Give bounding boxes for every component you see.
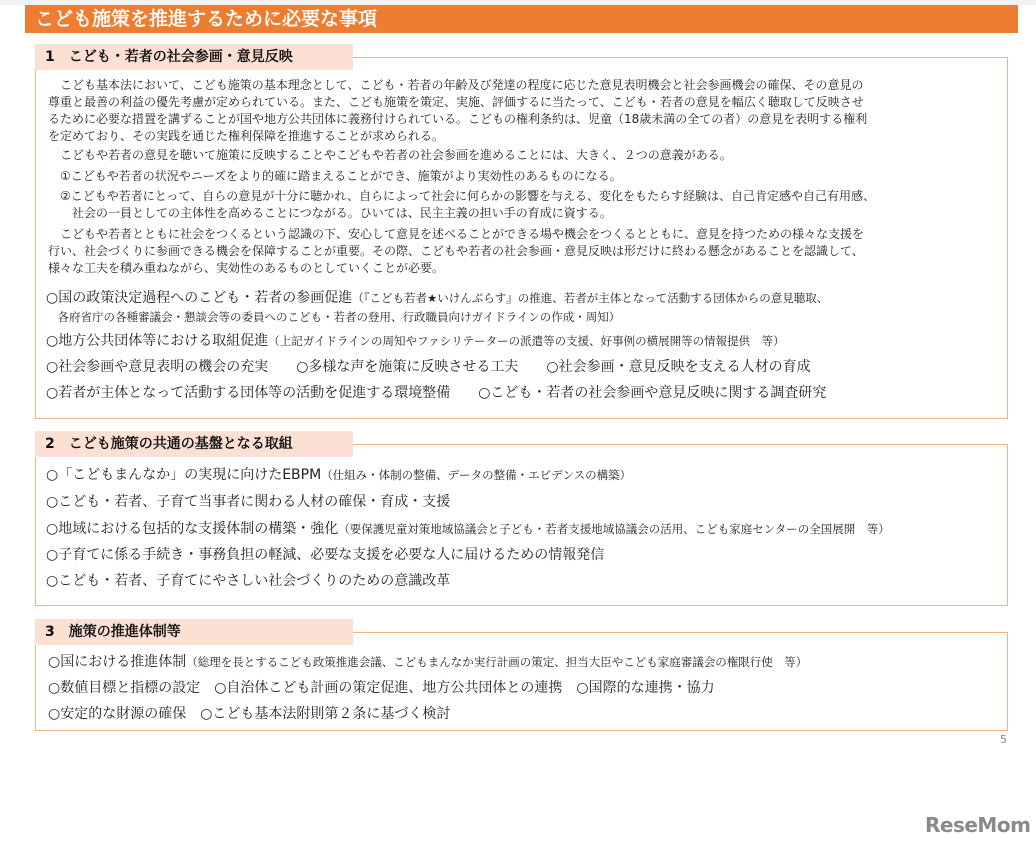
paragraph-line: こども基本法において、こども施策の基本理念として、こども・若者の年齢及び発達の程度に応じた意見表明機会と社会参画機会の確保、その意見の	[48, 78, 864, 92]
bullet-main: ○地方公共団体等における取組促進	[46, 333, 269, 349]
paragraph-line: 様々な工夫を積み重ねながら、実効性のあるものとしていくことが必要。	[48, 261, 445, 275]
bullet-note: （『こども若者★いけんぷらす』の推進、若者が主体となって活動する団体からの意見聴取、	[352, 291, 829, 305]
paragraph-line: ②こどもや若者にとって、自らの意見が十分に聴かれ、自らによって社会に何らかの影響を与える、変化をもたらす経験は、自己肯定感や自己有用感、	[48, 189, 876, 203]
bullet-main: ○安定的な財源の確保 ○こども基本法附則第２条に基づく検討	[48, 706, 451, 722]
bullet-item	[46, 308, 620, 326]
bullet-item	[46, 289, 828, 307]
bullet-note: （上記ガイドラインの周知やファシリテーターの派遣等の支援、好事例の横展開等の情報提供 等）	[268, 334, 785, 348]
bullet-main: ○こども・若者、子育てにやさしい社会づくりのための意識改革	[46, 573, 451, 589]
bullet-item	[48, 705, 450, 723]
bullet-item	[46, 520, 890, 538]
bullet-main: ○国における推進体制	[48, 654, 187, 670]
resemom-logo: ReseMom	[925, 813, 1031, 837]
paragraph-line: こどもや若者とともに社会をつくるという認識の下、安心して意見を述べることができる場や機会をつくるとともに、意見を持つための様々な支援を	[48, 227, 865, 241]
paragraph-line: 尊重と最善の利益の優先考慮が定められている。また、こども施策を策定、実施、評価するに当たって、こども・若者の意見を幅広く聴取して反映させ	[48, 95, 864, 109]
paragraph-line: 行い、社会づくりに参画できる機会を保障することが重要。その際、こどもや若者の社会参画・意見反映は形だけに終わる懸念があることを認識して、	[48, 244, 864, 258]
bullet-note: （要保護児童対策地域協議会と子ども・若者支援地域協議会の活用、こども家庭センターの全国展開 等）	[338, 522, 890, 536]
bullet-note: 各府省庁の各種審議会・懇談会等の委員へのこども・若者の登用、行政職員向けガイドラインの作成・周知）	[46, 310, 621, 324]
bullet-item	[46, 572, 450, 590]
bullet-main: ○数値目標と指標の設定 ○自治体こども計画の策定促進、地方公共団体との連携 ○国際的な連携・協力	[48, 680, 715, 696]
section-1-heading: 1 こども・若者の社会参画・意見反映	[35, 44, 353, 70]
bullet-item	[46, 332, 785, 350]
paragraph-line: を定めており、その実践を通じた権利保障を推進することが求められる。	[48, 129, 445, 143]
bullet-main: ○国の政策決定過程へのこども・若者の参画促進	[46, 290, 353, 306]
bullet-item	[48, 679, 715, 697]
bullet-main: ○若者が主体となって活動する団体等の活動を促進する環境整備 ○こども・若者の社会参画や意見反映に関する調査研究	[46, 385, 827, 401]
bullet-note: （総理を長とするこども政策推進会議、こどもまんなか実行計画の策定、担当大臣やこども家庭審議会の権限行使 等）	[186, 655, 808, 669]
bullet-note: （仕組み・体制の整備、データの整備・エビデンスの構築）	[321, 468, 632, 482]
paragraph-line: 社会の一員としての主体性を高めることにつながる。ひいては、民主主義の担い手の育成に資する。	[48, 206, 612, 220]
bullet-main: ○こども・若者、子育て当事者に関わる人材の確保・育成・支援	[46, 494, 451, 510]
paragraph-line: るために必要な措置を講ずることが国や地方公共団体に義務付けられている。こどもの権利条約は、児童（18歳未満の全ての者）の意見を表明する権利	[48, 112, 868, 126]
section-3-heading: 3 施策の推進体制等	[35, 619, 353, 645]
bullet-main: ○子育てに係る手続き・事務負担の軽減、必要な支援を必要な人に届けるための情報発信	[46, 547, 605, 563]
bullet-item	[46, 493, 450, 511]
page-title: こども施策を推進するために必要な事項	[25, 5, 1018, 33]
bullet-main: ○「こどもまんなか」の実現に向けたEBPM	[46, 467, 322, 483]
bullet-main: ○地域における包括的な支援体制の構築・強化	[46, 521, 339, 537]
bullet-item	[46, 546, 604, 564]
paragraph-line: こどもや若者の意見を聴いて施策に反映することやこどもや若者の社会参画を進めることには、大きく、２つの意義がある。	[48, 148, 732, 162]
bullet-main: ○社会参画や意見表明の機会の充実 ○多様な声を施策に反映させる工夫 ○社会参画・意見反映を支える人材の育成	[46, 359, 811, 375]
section-2-heading: 2 こども施策の共通の基盤となる取組	[35, 431, 353, 457]
bullet-item	[48, 653, 807, 671]
page-number: 5	[1000, 733, 1007, 746]
bullet-item	[46, 358, 811, 376]
paragraph-line: ①こどもや若者の状況やニーズをより的確に踏まえることができ、施策がより実効性のあるものになる。	[48, 169, 622, 183]
bullet-item	[46, 384, 826, 402]
bullet-item	[46, 466, 631, 484]
